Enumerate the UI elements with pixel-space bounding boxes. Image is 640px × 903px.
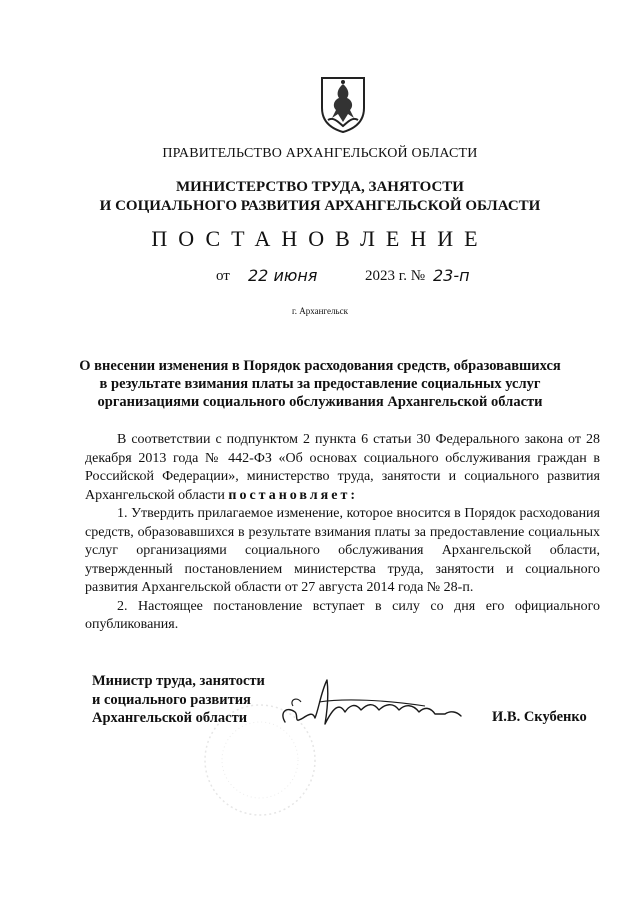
- subject-line3: организациями социального обслуживания Архангельской области: [97, 394, 543, 410]
- document-type-title: ПОСТАНОВЛЕНИЕ: [151, 226, 489, 251]
- resolves-word: постановляет:: [228, 487, 358, 503]
- ministry-name: [0, 178, 640, 216]
- signer-name: И.В. Скубенко: [492, 709, 587, 725]
- document-body: [85, 431, 600, 635]
- city-name: г. Архангельск: [292, 306, 348, 316]
- document-date-handwritten: 22 июня: [248, 266, 318, 285]
- item-1-paragraph: 1. Утвердить прилагаемое изменение, которое вносится в Порядок расходования средств, образовавшихся в результате взимания платы за предоставление социальных услуг организациями социального обслуживания Архангельской области, утвержденный постановлением министерства труда, занятости и социального развития Архангельской области от 27 августа 2014 года № 28-п.: [85, 506, 600, 595]
- document-year-number-label: 2023 г. №: [365, 268, 426, 284]
- ministry-name-line2: И СОЦИАЛЬНОГО РАЗВИТИЯ АРХАНГЕЛЬСКОЙ ОБЛАСТИ: [99, 198, 541, 214]
- subject-line2: в результате взимания платы за предоставление социальных услуг: [99, 376, 541, 392]
- coat-of-arms-emblem: [318, 74, 368, 134]
- preamble-paragraph: [85, 431, 600, 505]
- signer-title-line3: Архангельской области: [92, 710, 248, 726]
- signer-title-line2: и социального развития: [92, 691, 251, 708]
- government-name: ПРАВИТЕЛЬСТВО АРХАНГЕЛЬСКОЙ ОБЛАСТИ: [162, 146, 478, 161]
- document-subject: [60, 357, 580, 411]
- ministry-name-line1: МИНИСТЕРСТВО ТРУДА, ЗАНЯТОСТИ: [176, 179, 464, 195]
- handwritten-signature: [275, 672, 475, 732]
- date-from-label: от: [216, 268, 230, 284]
- subject-line1: О внесении изменения в Порядок расходования средств, образовавшихся: [79, 358, 561, 374]
- signer-title-line1: Министр труда, занятости: [92, 673, 265, 689]
- preamble-text: В соответствии с подпунктом 2 пункта 6 статьи 30 Федерального закона от 28 декабря 2013 года № 442-ФЗ «Об основах социального обслуживания граждан в Российской Федерации», министерство труда, занятости и социального развития Архангельской области: [85, 432, 600, 503]
- document-number-handwritten: 23-п: [433, 266, 470, 285]
- item-2-paragraph: 2. Настоящее постановление вступает в силу со дня его официального опубликования.: [85, 598, 600, 632]
